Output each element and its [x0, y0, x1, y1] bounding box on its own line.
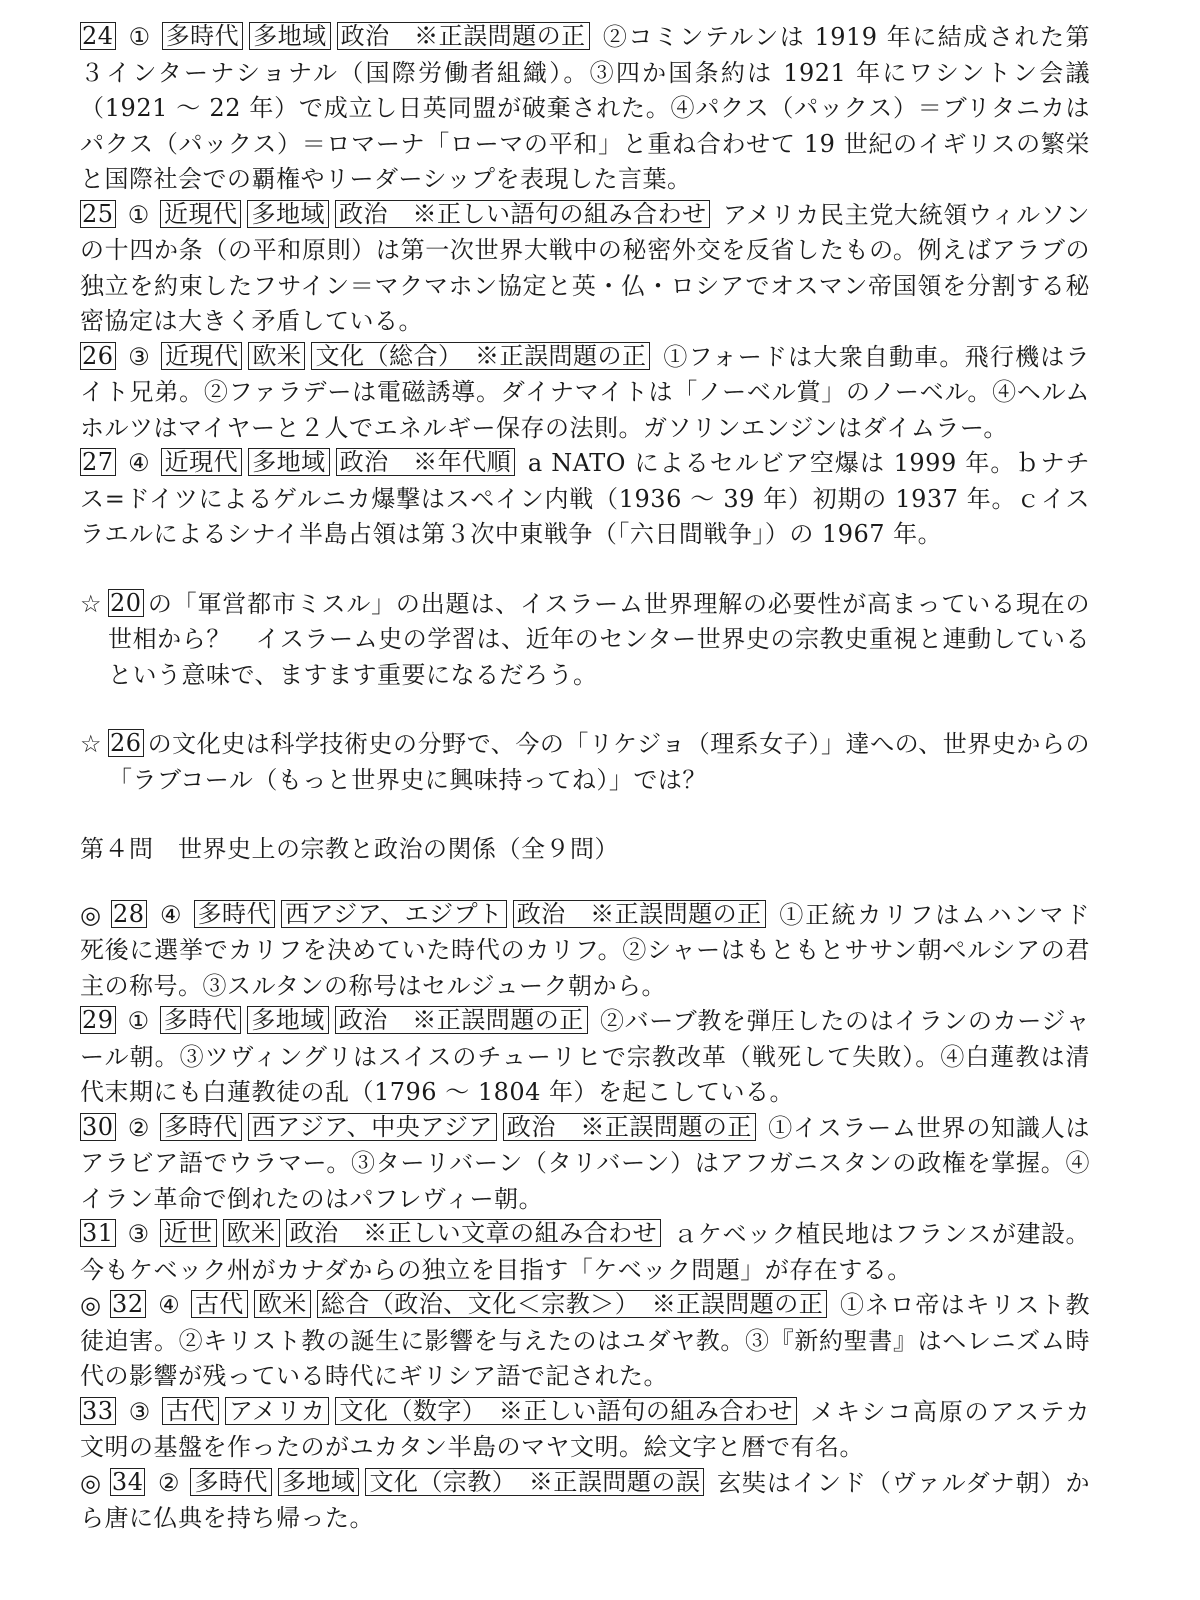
era-tag: 多時代: [160, 1006, 242, 1034]
region-tag: 欧米: [223, 1219, 280, 1247]
important-mark-icon: ◎: [80, 1291, 103, 1319]
spacer: [80, 553, 1090, 587]
answer-entry-33: [80, 1395, 1090, 1466]
era-tag: 近現代: [160, 200, 242, 228]
commentary-note-1: [80, 587, 1090, 694]
region-tag: 多地域: [247, 200, 329, 228]
era-tag: 近現代: [161, 342, 243, 370]
region-tag: 多地域: [278, 1468, 360, 1496]
question-number-box: 29: [82, 1006, 114, 1034]
spacer: [80, 868, 1090, 898]
question-number-box: 26: [82, 341, 114, 370]
era-tag: 古代: [191, 1290, 248, 1318]
answer-choice: ③: [127, 1220, 150, 1248]
answer-choice: ④: [157, 1291, 181, 1319]
star-icon: ☆: [80, 589, 103, 618]
region-tag: 多地域: [248, 448, 330, 476]
answer-entry-29: [80, 1004, 1090, 1111]
era-tag: 近現代: [161, 448, 243, 476]
spacer: [80, 693, 1090, 727]
region-tag: 西アジア、中央アジア: [248, 1113, 497, 1141]
field-tag: 政治 ※正誤問題の正: [513, 900, 766, 928]
answer-entry-32: [80, 1288, 1090, 1395]
question-number-box: 33: [82, 1396, 114, 1425]
answer-choice: ①: [127, 1007, 150, 1035]
commentary-text: の「軍営都市ミスル」の出題は、イスラーム世界理解の必要性が高まっている現在の世相から？ イスラーム史の学習は、近年のセンター世界史の宗教史重視と連動しているという意味で、ますます重要になるだろう。: [108, 589, 1090, 689]
field-tag: 政治 ※正しい文章の組み合わせ: [286, 1219, 662, 1247]
answer-choice: ①: [127, 23, 152, 51]
field-tag: 総合（政治、文化＜宗教＞） ※正誤問題の正: [317, 1290, 828, 1318]
answer-choice: ②: [157, 1468, 181, 1497]
answer-entry-24: [80, 20, 1090, 198]
region-tag: 多地域: [247, 1006, 329, 1034]
answer-entry-25: [80, 198, 1090, 340]
answer-entry-30: [80, 1111, 1090, 1218]
field-tag: 政治 ※正しい語句の組み合わせ: [335, 200, 711, 228]
field-tag: 政治 ※正誤問題の正: [337, 22, 590, 50]
era-tag: 多時代: [162, 22, 244, 50]
section-heading: 第４問 世界史上の宗教と政治の関係（全９問）: [80, 835, 619, 863]
question-number-box: 32: [112, 1290, 144, 1318]
region-tag: 欧米: [248, 342, 305, 370]
question-number-box: 34: [111, 1467, 144, 1496]
era-tag: 古代: [162, 1397, 219, 1425]
explanation-text: ①フォードは大衆自動車。飛行機はライト兄弟。②ファラデーは電磁誘導。ダイナマイトは「ノーベル賞」のノーベル。④ヘルムホルツはマイヤーと２人でエネルギー保存の法則。ガソリンエンジンはダイムラー。: [80, 342, 1090, 442]
question-ref-box: 20: [110, 588, 142, 617]
explanation-text: ①正統カリフはムハンマド死後に選挙でカリフを決めていた時代のカリフ。②シャーはもともとササン朝ペルシアの君主の称号。③スルタンの称号はセルジューク朝から。: [80, 900, 1091, 1000]
answer-choice: ④: [158, 900, 184, 929]
answer-choice: ②: [127, 1113, 151, 1142]
question-number-box: 24: [82, 22, 114, 50]
answer-entry-28: [80, 898, 1090, 1005]
question-number-box: 27: [82, 448, 114, 476]
era-tag: 近世: [160, 1219, 217, 1247]
answer-entry-34: [80, 1466, 1090, 1537]
explanation-text: ①ネロ帝はキリスト教徒迫害。②キリスト教の誕生に影響を与えたのはユダヤ教。③『新約聖書』はヘレニズム時代の影響が残っている時代にギリシア語で記された。: [80, 1291, 1090, 1390]
field-tag: 文化（数字） ※正しい語句の組み合わせ: [335, 1397, 797, 1425]
question-number-box: 31: [82, 1219, 114, 1247]
region-tag: 欧米: [254, 1290, 311, 1318]
spacer: [80, 798, 1090, 832]
field-tag: 文化（宗教） ※正誤問題の誤: [365, 1468, 704, 1496]
region-tag: 西アジア、エジプト: [281, 900, 507, 928]
important-mark-icon: ◎: [80, 900, 103, 929]
important-mark-icon: ◎: [80, 1468, 102, 1497]
explanation-text: ②コミンテルンは 1919 年に結成された第３インターナショナル（国際労働者組織）。③四か国条約は 1921 年にワシントン会議（1921 〜 22 年）で成立し日英同盟が破棄された。④パクス（パックス）＝ブリタニカはパクス（パックス）＝ロマーナ「ローマの平和」と重ね合わせて 19 世紀のイギリスの繁栄と国際社会での覇権やリーダーシップを表現した言葉。: [80, 23, 1090, 193]
answer-entry-26: [80, 340, 1090, 447]
region-tag: 多地域: [249, 22, 331, 50]
answer-choice: ③: [127, 342, 151, 371]
question-number-box: 30: [82, 1112, 114, 1141]
field-tag: 政治 ※正誤問題の正: [503, 1113, 756, 1141]
explanation-text: a NATO によるセルビア空爆は 1999 年。ｂナチス=ドイツによるゲルニカ爆撃はスペイン内戦（1936 〜 39 年）初期の 1937 年。ｃイスラエルによるシナイ半島占領は第３次中東戦争（「六日間戦争」）の 1967 年。: [80, 449, 1091, 548]
commentary-note-2: [80, 727, 1090, 798]
explanation-text: ①イスラーム世界の知識人はアラビア語でウラマー。③ターリバーン（タリバーン）はアフガニスタンの政権を掌握。④イラン革命で倒れたのはパフレヴィー朝。: [80, 1113, 1090, 1213]
explanation-text: ａケベック植民地はフランスが建設。今もケベック州がカナダからの独立を目指す「ケベック問題」が存在する。: [80, 1220, 1090, 1284]
answer-entry-31: [80, 1217, 1090, 1288]
field-tag: 政治 ※正誤問題の正: [335, 1006, 588, 1034]
field-tag: 文化（総合） ※正誤問題の正: [311, 342, 650, 370]
era-tag: 多時代: [160, 1113, 242, 1141]
question-number-box: 28: [112, 899, 145, 928]
answer-choice: ①: [127, 200, 150, 229]
explanation-text: アメリカ民主党大統領ウィルソンの十四か条（の平和原則）は第一次世界大戦中の秘密外交を反省したもの。例えばアラブの独立を約束したフサイン＝マクマホン協定と英・仏・ロシアでオスマン帝国領を分割する秘密協定は大きく矛盾している。: [80, 200, 1090, 335]
answer-choice: ③: [127, 1397, 153, 1426]
answer-entry-27: [80, 446, 1090, 553]
answer-choice: ④: [127, 449, 151, 477]
question-ref-box: 26: [110, 729, 142, 757]
explanation-text: ②バーブ教を弾圧したのはイランのカージャール朝。③ツヴィングリはスイスのチューリヒで宗教改革（戦死して失敗）。④白蓮教は清代末期にも白蓮教徒の乱（1796 〜 1804 年）を起こしている。: [80, 1007, 1091, 1106]
field-tag: 政治 ※年代順: [336, 448, 516, 476]
star-icon: ☆: [80, 730, 103, 758]
explanation-text: 玄奘はインド（ヴァルダナ朝）から唐に仏典を持ち帰った。: [80, 1468, 1090, 1532]
region-tag: アメリカ: [225, 1397, 329, 1425]
explanation-text: メキシコ高原のアステカ文明の基盤を作ったのがユカタン半島のマヤ文明。絵文字と暦で有名。: [80, 1397, 1090, 1461]
commentary-text: の文化史は科学技術史の分野で、今の「リケジョ（理系女子）」達への、世界史からの「ラブコール（もっと世界史に興味持ってね）」では？: [108, 730, 1090, 794]
era-tag: 多時代: [190, 1468, 272, 1496]
era-tag: 多時代: [194, 900, 276, 928]
question-number-box: 25: [82, 199, 114, 228]
